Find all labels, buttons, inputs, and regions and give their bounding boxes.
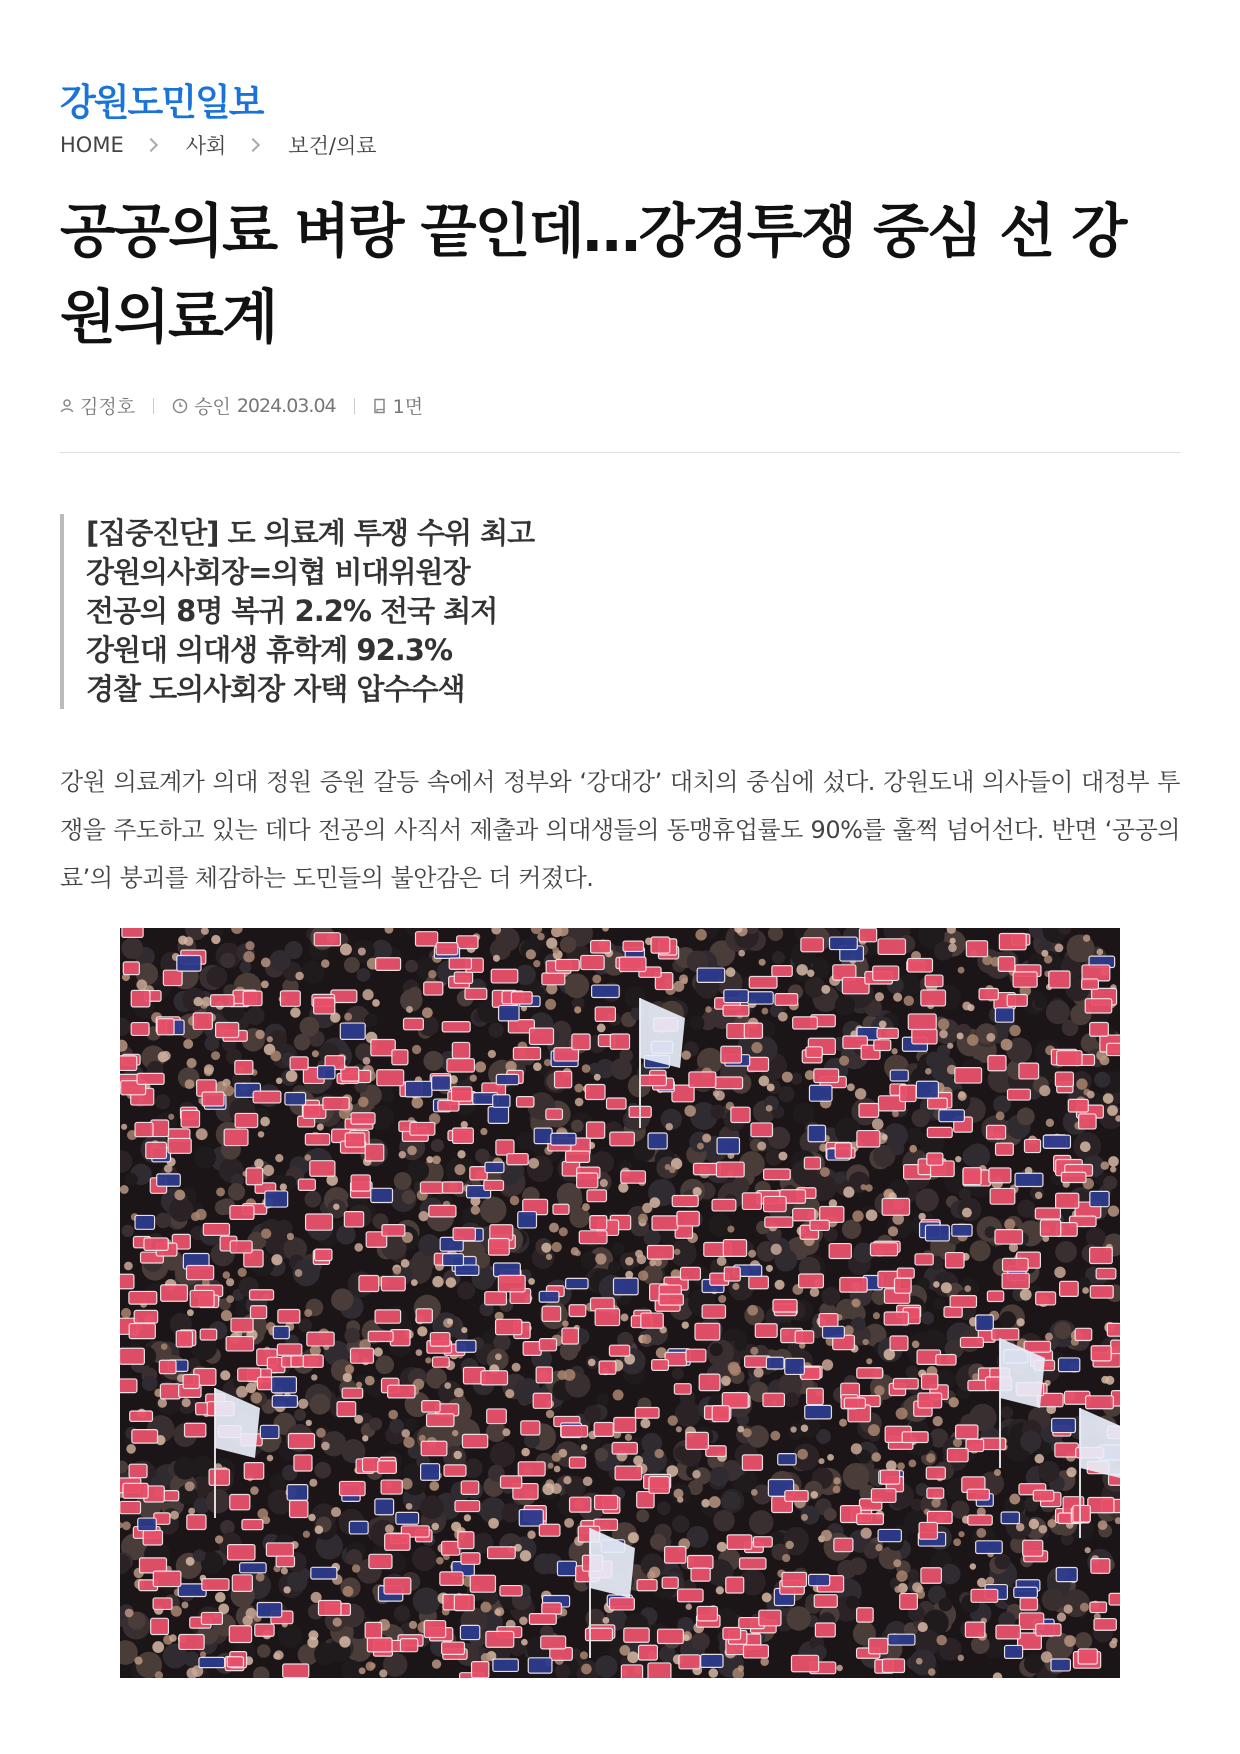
meta-divider [153, 398, 154, 414]
summary-line: 강원의사회장=의협 비대위원장 [86, 555, 470, 589]
approval-date [172, 392, 336, 419]
article-headline [60, 188, 1180, 360]
approval-label: 승인 [194, 396, 231, 418]
breadcrumb-home[interactable]: HOME [60, 133, 124, 157]
summary-line: [집중진단] 도 의료계 투쟁 수위 최고 [86, 516, 535, 550]
headline-line-1: 공공의료 벼랑 끝인데…강경투쟁 중심 선 강 [60, 197, 1126, 265]
crowd-image [120, 928, 1120, 1678]
breadcrumb [60, 130, 377, 160]
date-value: 2024.03.04 [236, 394, 336, 417]
author-name: 김정호 [80, 396, 136, 418]
page-info [373, 392, 423, 419]
headline-line-2: 원의료계 [60, 283, 277, 351]
chevron-right-icon [144, 138, 158, 152]
meta-divider [354, 398, 355, 414]
breadcrumb-society[interactable]: 사회 [185, 134, 227, 158]
person-icon [60, 399, 74, 413]
page-icon [373, 398, 387, 414]
article-summary [60, 514, 534, 709]
clock-icon [172, 398, 188, 414]
header-divider [60, 452, 1180, 453]
page-number: 1면 [392, 396, 424, 418]
summary-line: 전공의 8명 복귀 2.2% 전국 최저 [86, 594, 498, 628]
protest-crowd-photo [120, 928, 1120, 1678]
article-lead-paragraph: 강원 의료계가 의대 정원 증원 갈등 속에서 정부와 ‘강대강’ 대치의 중심에 섰다. 강원도내 의사들이 대정부 투쟁을 주도하고 있는 데다 전공의 사직서 제출과 의대생들의 동맹휴업률도 90%를 훌쩍 넘어선다. 반면 ‘공공의료’의 붕괴를 체감하는 도민들의 불안감은 더 커졌다. [60, 768, 1180, 892]
author-info [60, 392, 135, 419]
summary-line: 경찰 도의사회장 자택 압수수색 [86, 672, 465, 706]
summary-line: 강원대 의대생 휴학계 92.3% [86, 633, 453, 667]
chevron-right-icon [246, 138, 260, 152]
site-logo[interactable]: 강원도민일보 [60, 81, 263, 124]
article-meta [60, 392, 423, 419]
breadcrumb-health-medical[interactable]: 보건/의료 [288, 134, 377, 158]
